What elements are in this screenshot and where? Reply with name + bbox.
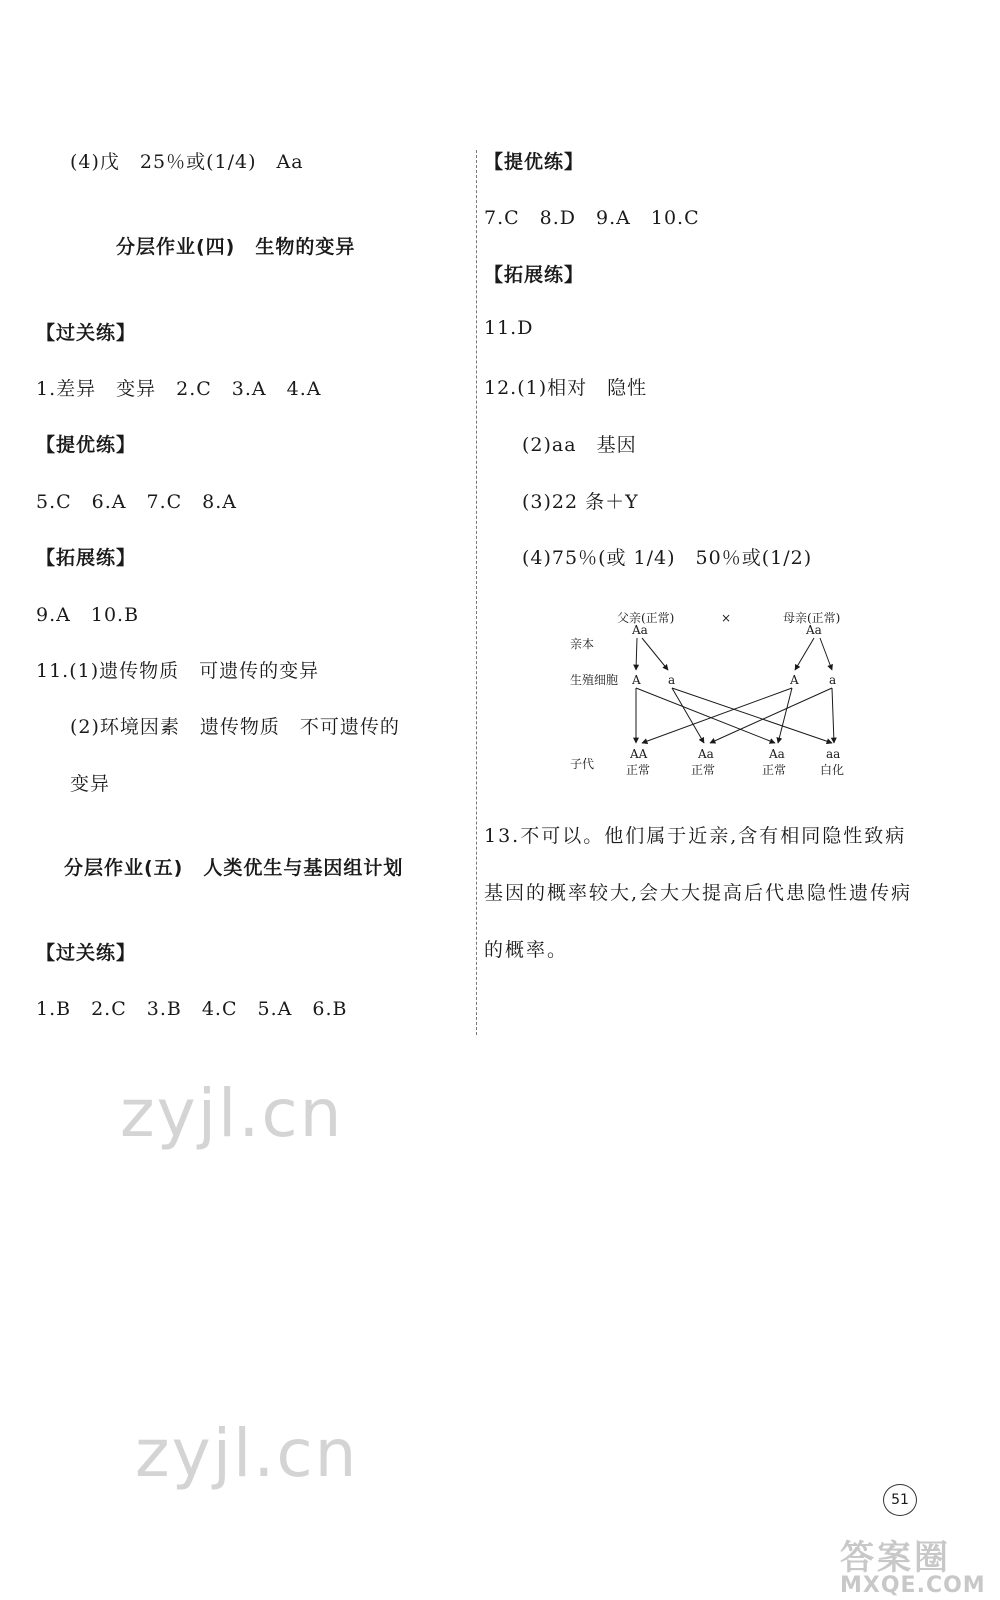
offspring-genotype: Aa [698,747,714,761]
row-label-offspring: 子代 [570,757,595,771]
answer-line: 12.(1)相对 隐性 [484,377,648,399]
answer-line: 1.差异 变异 2.C 3.A 4.A [36,378,322,400]
mother-genotype: Aa [806,623,822,637]
father-genotype: Aa [632,623,648,637]
offspring-phenotype: 白化 [820,763,845,777]
offspring-genotype: Aa [769,747,785,761]
offspring-genotype: AA [630,747,648,761]
section-heading: 【提优练】 [36,434,137,456]
answer-line: (4)75％(或 1/4) 50％或(1/2) [522,547,813,569]
row-label-parent: 亲本 [570,637,595,651]
answer-line: (2)aa 基因 [522,434,637,456]
answer-paragraph: 13.不可以。他们属于近亲,含有相同隐性致病基因的概率较大,会大大提高后代患隐性遗传病的概率。 [484,825,913,961]
mother-label: 母亲(正常) [783,611,841,625]
section-title-5: 分层作业(五) 人类优生与基因组计划 [64,857,404,879]
answer-line: 9.A 10.B [36,604,140,626]
genetic-cross-diagram [570,610,890,800]
section-heading: 【过关练】 [36,322,137,344]
stamp-url: MXQE.COM [840,1573,986,1598]
offspring-phenotype: 正常 [626,763,651,777]
watermark-logo: zyjl.cn [120,1075,344,1152]
answer-line: 5.C 6.A 7.C 8.A [36,491,238,513]
watermark-logo: zyjl.cn [135,1415,359,1492]
section-title-4: 分层作业(四) 生物的变异 [116,236,356,258]
answer-line: 7.C 8.D 9.A 10.C [484,207,700,229]
section-heading: 【提优练】 [484,151,585,173]
gamete: A [632,673,641,687]
answer-line: (3)22 条＋Y [522,491,639,513]
section-heading: 【拓展练】 [36,547,137,569]
stamp-text: 答案圈 [840,1538,951,1578]
offspring-genotype: aa [826,747,841,761]
row-label-gamete: 生殖细胞 [570,673,619,687]
section-heading: 【过关练】 [36,942,137,964]
answer-line: 11.(1)遗传物质 可遗传的变异 [36,660,320,682]
answer-line: 1.B 2.C 3.B 4.C 5.A 6.B [36,998,348,1020]
gamete: a [668,673,676,687]
offspring-phenotype: 正常 [691,763,716,777]
gamete: a [829,673,837,687]
answer-line: 11.D [484,317,534,339]
gamete: A [790,673,799,687]
page-number: 51 [883,1484,917,1516]
section-heading: 【拓展练】 [484,264,585,286]
answer-line: (2)环境因素 遗传物质 不可遗传的 [70,716,400,738]
site-stamp-logo [840,1530,986,1598]
inheritance-arrows [636,638,837,743]
cross-symbol: × [721,611,732,625]
father-label: 父亲(正常) [617,611,675,625]
answer-line: 变异 [70,773,111,795]
answer-line: (4)戊 25％或(1/4) Aa [70,151,304,173]
offspring-phenotype: 正常 [762,763,787,777]
column-divider [476,150,477,1035]
